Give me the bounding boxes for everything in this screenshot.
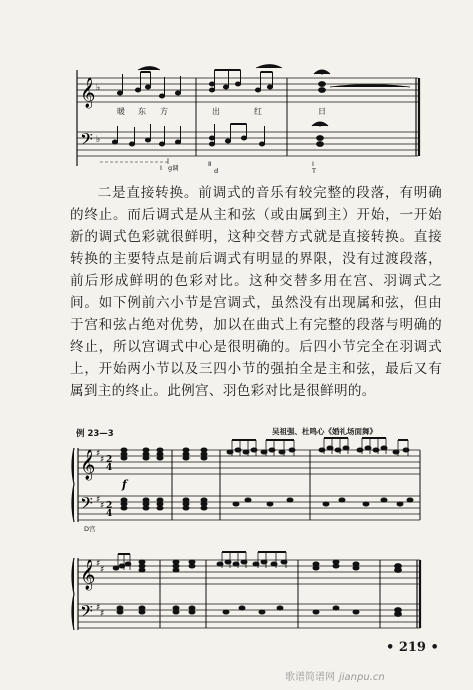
example-label: 例 23—3 [76,429,114,439]
svg-text:♯: ♯ [100,501,105,511]
key-label: D宫 [84,525,96,533]
treble-clef-icon: 𝄞 [80,450,96,480]
svg-text:♯: ♯ [100,609,105,619]
dynamic-mark: f [122,478,127,491]
score-system-example-2 [0,546,473,636]
bass-label-2: g调 [168,164,179,172]
svg-text:4: 4 [106,509,113,519]
body-paragraph [70,182,442,402]
score-system-top [0,60,473,178]
lyric-4: 出 [212,107,220,116]
composer-credit: 吴祖强、杜鸣心《婚礼场面舞》 [272,427,377,436]
watermark-chinese: 歌谱简谱网 [285,672,335,683]
svg-text:♯: ♯ [96,559,101,569]
svg-text:2: 2 [106,455,113,465]
svg-text:4: 4 [106,463,113,473]
svg-text:♯: ♯ [96,449,101,459]
bass-label-6: T [312,167,316,175]
bass-clef-icon: 𝄢 [80,129,93,153]
watermark-latin: jianpu.cn [339,672,385,683]
svg-text:♯: ♯ [96,603,101,613]
lyric-6: 日 [318,107,326,116]
lyric-3: 方 [160,107,168,116]
bass-label-1: I [160,164,162,172]
bass-clef-icon: 𝄢 [80,493,93,517]
svg-text:♭: ♭ [96,135,101,145]
svg-text:♯: ♯ [96,495,101,505]
svg-text:2: 2 [106,501,113,511]
svg-text:♯: ♯ [100,565,105,575]
lyric-5: 红 [254,107,262,116]
paragraph-text: 二是直接转换。前调式的音乐有较完整的段落，有明确的终止。而后调式是从主和弦（或由属到主）开始，一开始新的调式色彩就很鲜明，这种交替方式就是直接转换。直接转换的主要特点是前后调式有明显的界限，没有过渡段落，前后形成鲜明的色彩对比。这种交替多用在宫、羽调式之间。如下例前六小节是宫调式，虽然没有出现属和弦，但由于宫和弦占绝对优势，加以在曲式上有完整的段落与明确的终止，所以宫调式中心是很明确的。后四小节完全在羽调式上，开始两小节以及三四小节的强拍全是主和弦，最后又有属到主的终止。此例宫、羽色彩对比是很鲜明的。 [70,185,442,399]
score-system-example-1 [0,434,473,534]
treble-clef-icon: 𝄞 [80,78,96,108]
bass-label-5: I [312,160,314,168]
svg-text:♯: ♯ [100,455,105,465]
bass-label-3: Ⅱ [208,160,212,168]
bass-clef-icon: 𝄢 [80,601,93,625]
bass-label-4: d [214,167,219,175]
lyric-1: 暖 [117,107,125,116]
watermark [285,668,385,683]
svg-text:♭: ♭ [96,83,101,93]
treble-clef-icon: 𝄞 [80,560,96,590]
page-number: • 219 • [386,640,439,655]
lyric-2: 东 [138,107,146,116]
